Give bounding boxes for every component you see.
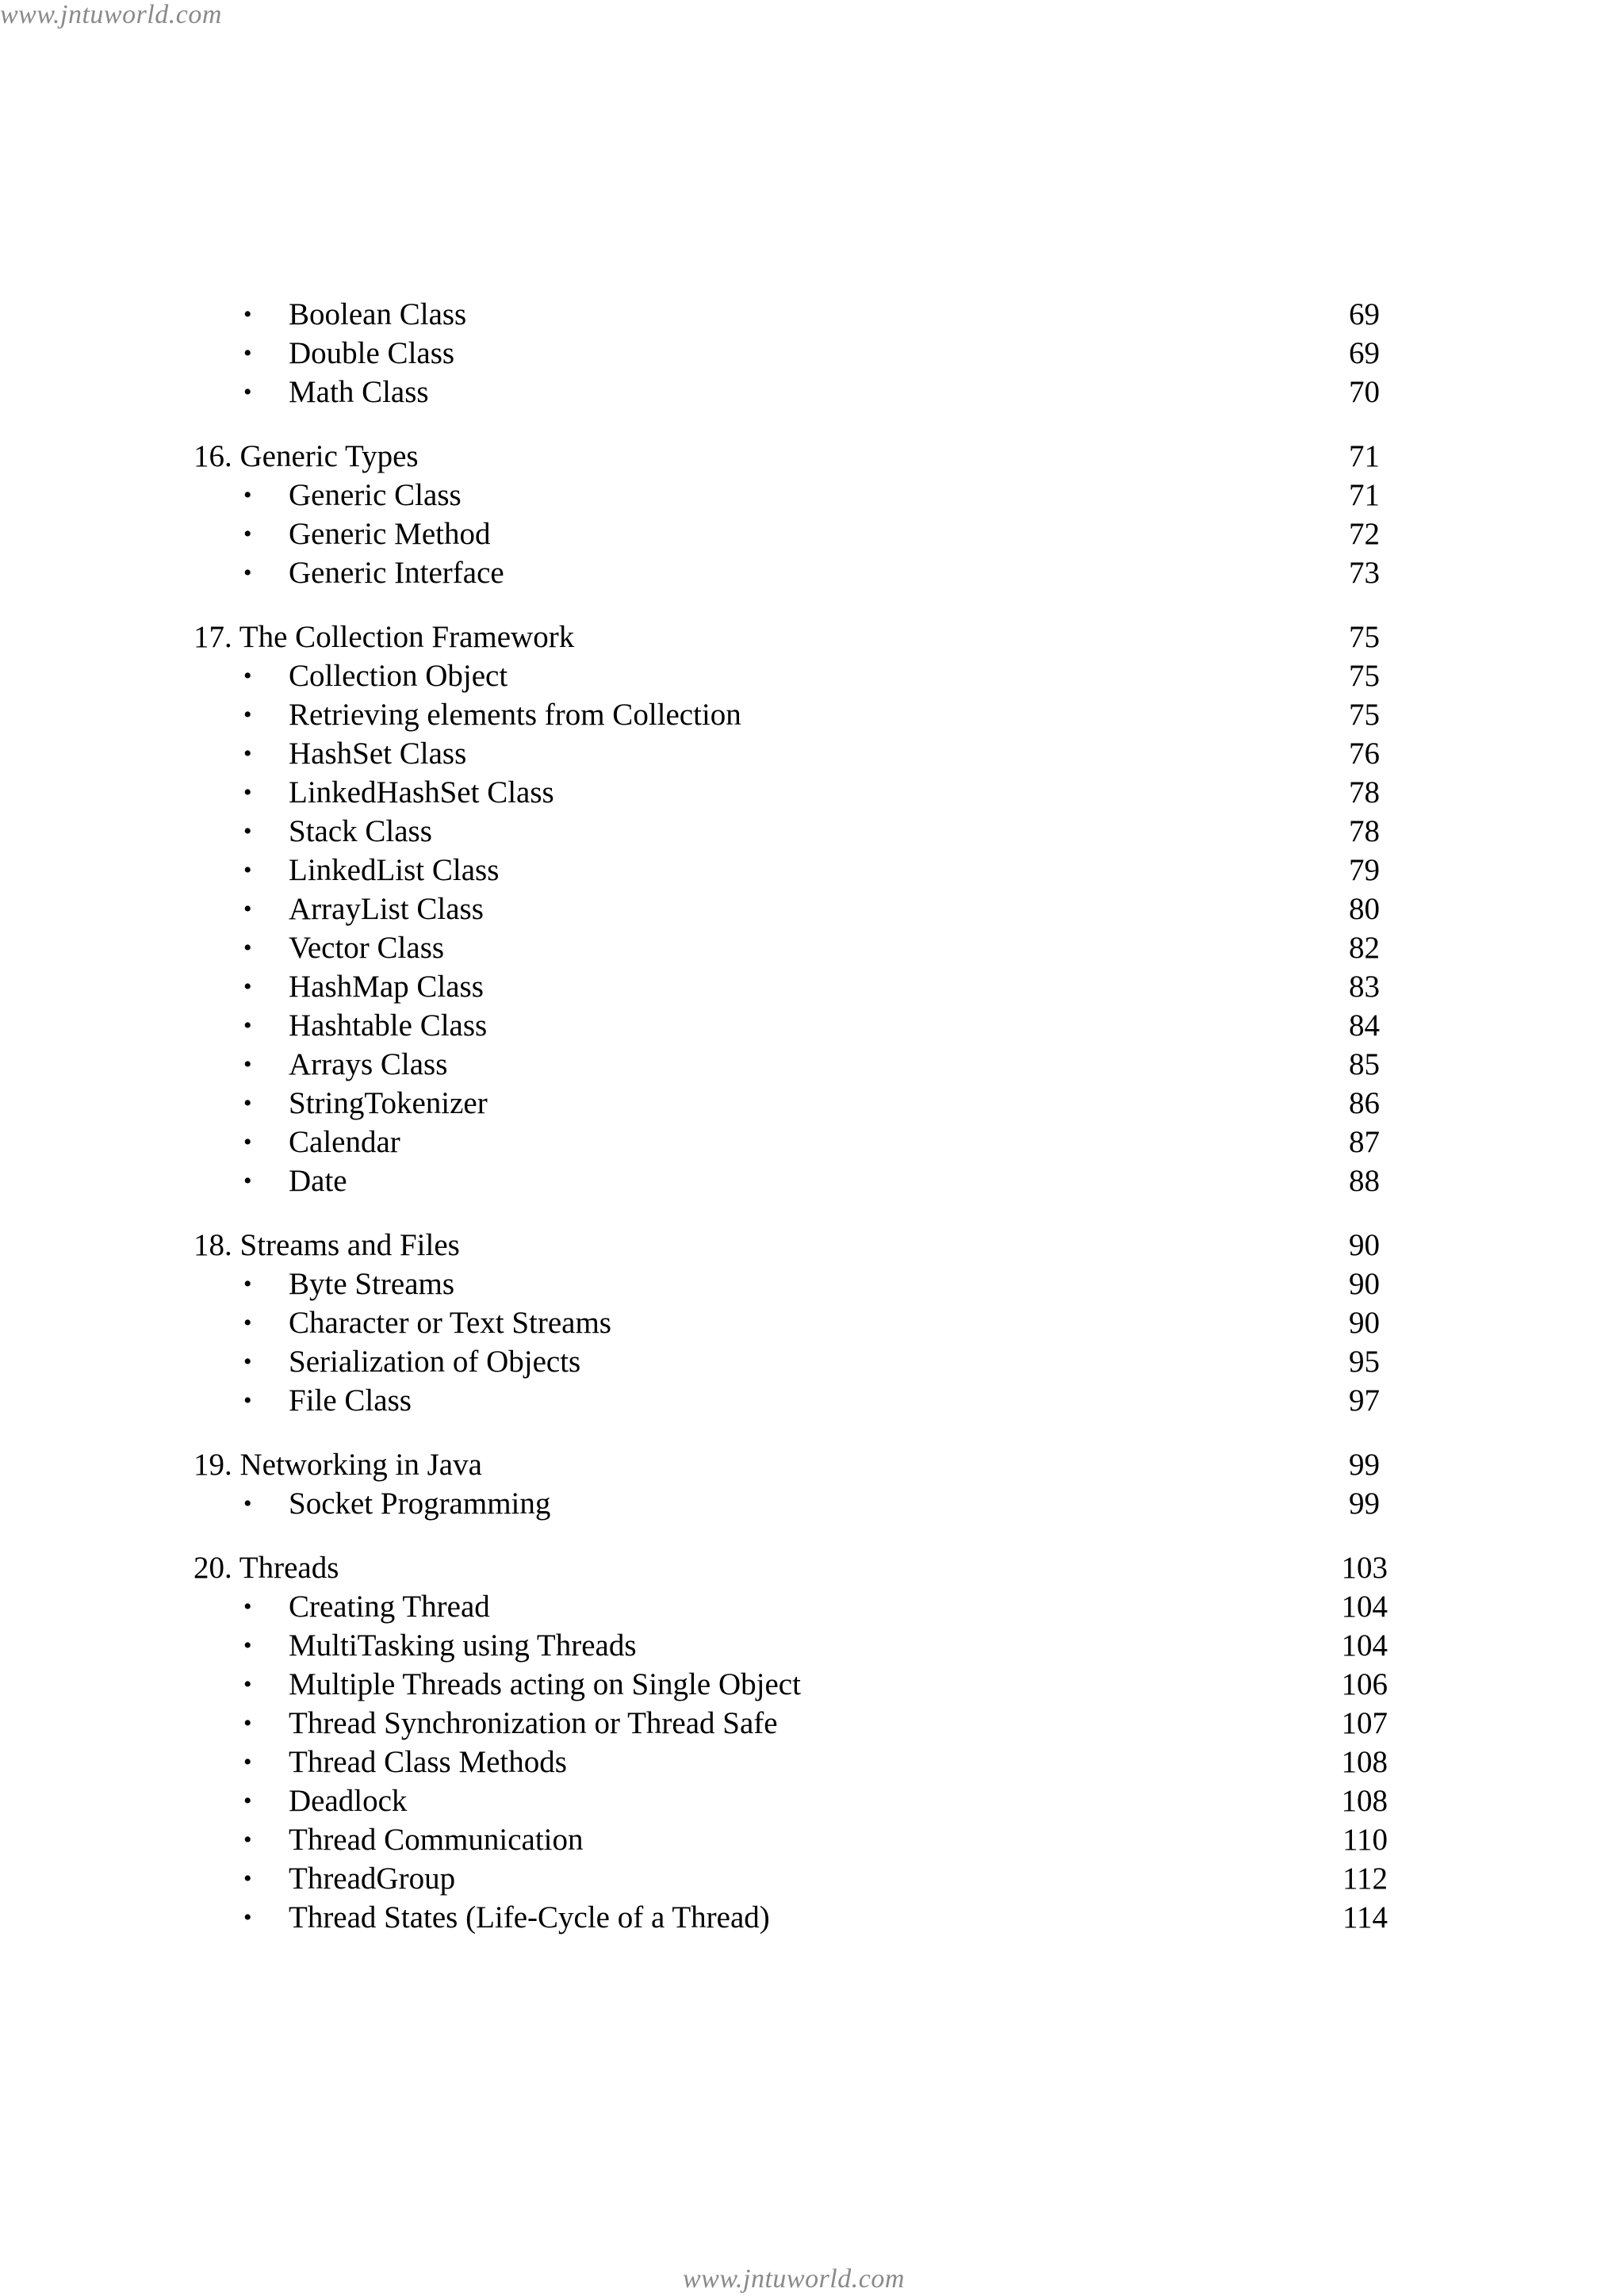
bullet-icon: • [243, 379, 252, 405]
bullet-icon: • [243, 1168, 252, 1194]
toc-page-number: 78 [1349, 814, 1380, 848]
toc-entry-title: Boolean Class [289, 297, 467, 331]
toc-entry-title: Math Class [289, 375, 429, 409]
toc-entry [0, 1704, 1624, 1743]
toc-entry-title: Generic Interface [289, 556, 504, 590]
toc-entry [0, 1898, 1624, 1937]
toc-heading [0, 437, 1624, 476]
toc-entry [0, 928, 1624, 967]
toc-entry-title: File Class [289, 1383, 412, 1418]
toc-entry-title: HashSet Class [289, 737, 467, 771]
toc-entry [0, 695, 1624, 734]
toc-entry [0, 812, 1624, 851]
bullet-icon: • [243, 521, 252, 547]
toc-page-number: 75 [1349, 698, 1380, 732]
toc-entry-title: Thread Synchronization or Thread Safe [289, 1706, 778, 1740]
toc-page-number: 106 [1341, 1667, 1388, 1701]
toc-entry-title: Thread Class Methods [289, 1745, 567, 1779]
toc-page-number: 80 [1349, 892, 1380, 926]
toc-entry [0, 1265, 1624, 1303]
toc-page-number: 70 [1349, 375, 1380, 409]
toc-page-number: 71 [1349, 478, 1380, 512]
toc-page-number: 104 [1341, 1590, 1388, 1624]
toc-entry [0, 553, 1624, 592]
toc-page-number: 85 [1349, 1047, 1380, 1081]
toc-entry-title: Calendar [289, 1125, 400, 1159]
toc-entry-title: Socket Programming [289, 1487, 551, 1521]
toc-entry-title: ThreadGroup [289, 1862, 456, 1896]
toc-page-number: 87 [1349, 1125, 1380, 1159]
toc-page-number: 90 [1349, 1306, 1380, 1340]
bullet-icon: • [243, 1866, 252, 1892]
toc-page-number: 88 [1349, 1164, 1380, 1198]
bullet-icon: • [243, 1671, 252, 1697]
toc-entry [0, 1303, 1624, 1342]
bullet-icon: • [243, 974, 252, 1000]
toc-entry-title: Creating Thread [289, 1590, 490, 1624]
toc-entry-title: Serialization of Objects [289, 1345, 581, 1379]
toc-entry-title: Deadlock [289, 1784, 408, 1818]
toc-page-number: 114 [1342, 1900, 1388, 1934]
toc-entry [0, 1123, 1624, 1161]
toc-entry [0, 1859, 1624, 1898]
toc-entry [0, 515, 1624, 553]
toc-page-number: 99 [1349, 1487, 1380, 1521]
toc-entry [0, 656, 1624, 695]
toc-page-number: 69 [1349, 297, 1380, 331]
toc-entry-title: Date [289, 1164, 347, 1198]
toc-page-number: 104 [1341, 1628, 1388, 1663]
toc-entry [0, 773, 1624, 812]
toc-entry-title: Thread States (Life-Cycle of a Thread) [289, 1900, 770, 1934]
toc-entry-title: Character or Text Streams [289, 1306, 611, 1340]
toc-page-number: 75 [1349, 620, 1380, 654]
bullet-icon: • [243, 1594, 252, 1620]
toc-page-number: 73 [1349, 556, 1380, 590]
toc-entry-title: Hashtable Class [289, 1008, 488, 1043]
toc-page-number: 107 [1341, 1706, 1388, 1740]
toc-entry-title: ArrayList Class [289, 892, 484, 926]
bullet-icon: • [243, 1632, 252, 1659]
toc-page-number: 83 [1349, 970, 1380, 1004]
bullet-icon: • [243, 740, 252, 767]
toc-page-number: 99 [1349, 1448, 1380, 1482]
toc-entry [0, 1161, 1624, 1200]
toc-entry [0, 890, 1624, 928]
toc-entry-title: Retrieving elements from Collection [289, 698, 741, 732]
toc-entry-title: Double Class [289, 336, 455, 370]
toc-entry-title: Collection Object [289, 659, 508, 693]
toc-entry [0, 1743, 1624, 1781]
toc-entry-title: LinkedList Class [289, 853, 500, 887]
bullet-icon: • [243, 663, 252, 689]
toc-entry-title: Generic Method [289, 517, 491, 551]
toc-entry [0, 1626, 1624, 1665]
bullet-icon: • [243, 1788, 252, 1814]
toc-entry [0, 734, 1624, 773]
bullet-icon: • [243, 702, 252, 728]
toc-heading [0, 1548, 1624, 1587]
toc-entry-title: Multiple Threads acting on Single Object [289, 1667, 801, 1701]
toc-entry [0, 851, 1624, 890]
toc-entry-title: 19. Networking in Java [193, 1448, 482, 1482]
bullet-icon: • [243, 1271, 252, 1297]
toc-entry-title: Byte Streams [289, 1267, 455, 1301]
bullet-icon: • [243, 1012, 252, 1039]
bullet-icon: • [243, 857, 252, 883]
toc-page-number: 112 [1342, 1862, 1388, 1896]
bullet-icon: • [243, 1090, 252, 1116]
toc-page-number: 103 [1341, 1551, 1388, 1585]
toc-entry [0, 1484, 1624, 1523]
toc-entry [0, 476, 1624, 515]
bullet-icon: • [243, 1129, 252, 1155]
toc-entry-title: LinkedHashSet Class [289, 775, 554, 809]
toc-entry-title: Vector Class [289, 931, 445, 965]
bullet-icon: • [243, 1490, 252, 1517]
toc-entry [0, 1006, 1624, 1045]
toc-entry-title: Stack Class [289, 814, 432, 848]
toc-entry [0, 334, 1624, 373]
toc-page-number: 79 [1349, 853, 1380, 887]
toc-heading [0, 618, 1624, 656]
bullet-icon: • [243, 301, 252, 327]
toc-page-number: 75 [1349, 659, 1380, 693]
toc-page-number: 110 [1342, 1823, 1388, 1857]
toc-entry [0, 1045, 1624, 1084]
toc-page-number: 95 [1349, 1345, 1380, 1379]
bullet-icon: • [243, 1710, 252, 1736]
toc-entry-title: MultiTasking using Threads [289, 1628, 637, 1663]
toc-page-number: 108 [1341, 1784, 1388, 1818]
toc-page-number: 84 [1349, 1008, 1380, 1043]
toc-page-number: 71 [1349, 439, 1380, 473]
toc-entry-title: Generic Class [289, 478, 462, 512]
toc-entry-title: 18. Streams and Files [193, 1228, 460, 1262]
toc-page-number: 86 [1349, 1086, 1380, 1120]
toc-page-number: 97 [1349, 1383, 1380, 1418]
toc-entry-title: Arrays Class [289, 1047, 448, 1081]
toc-page-number: 76 [1349, 737, 1380, 771]
toc-page-number: 90 [1349, 1228, 1380, 1262]
bullet-icon: • [243, 340, 252, 366]
toc-heading [0, 1445, 1624, 1484]
toc-entry [0, 1084, 1624, 1123]
toc-heading [0, 1226, 1624, 1265]
toc-entry-title: 20. Threads [193, 1551, 339, 1585]
toc-entry [0, 967, 1624, 1006]
toc-entry [0, 295, 1624, 334]
toc-entry-title: 16. Generic Types [193, 439, 419, 473]
bullet-icon: • [243, 818, 252, 844]
bullet-icon: • [243, 1349, 252, 1375]
bullet-icon: • [243, 560, 252, 586]
toc-entry [0, 1587, 1624, 1626]
bullet-icon: • [243, 896, 252, 922]
toc-entry-title: 17. The Collection Framework [193, 620, 575, 654]
bullet-icon: • [243, 779, 252, 806]
toc-entry [0, 1381, 1624, 1420]
bullet-icon: • [243, 1827, 252, 1853]
bullet-icon: • [243, 1904, 252, 1931]
bullet-icon: • [243, 1310, 252, 1336]
toc-entry-title: StringTokenizer [289, 1086, 488, 1120]
toc-page-number: 72 [1349, 517, 1380, 551]
watermark-bottom: www.jntuworld.com [683, 2264, 905, 2294]
toc-entry [0, 373, 1624, 411]
toc-entry-title: Thread Communication [289, 1823, 584, 1857]
toc-page-number: 69 [1349, 336, 1380, 370]
watermark-top: www.jntuworld.com [0, 0, 222, 29]
bullet-icon: • [243, 482, 252, 508]
bullet-icon: • [243, 1051, 252, 1077]
toc-entry-title: HashMap Class [289, 970, 484, 1004]
toc-page-number: 90 [1349, 1267, 1380, 1301]
toc-page-number: 82 [1349, 931, 1380, 965]
toc-entry [0, 1665, 1624, 1704]
bullet-icon: • [243, 1387, 252, 1414]
bullet-icon: • [243, 1749, 252, 1775]
toc-page-number: 108 [1341, 1745, 1388, 1779]
toc-entry [0, 1820, 1624, 1859]
toc-entry [0, 1342, 1624, 1381]
bullet-icon: • [243, 935, 252, 961]
toc-page-number: 78 [1349, 775, 1380, 809]
toc-entry [0, 1781, 1624, 1820]
